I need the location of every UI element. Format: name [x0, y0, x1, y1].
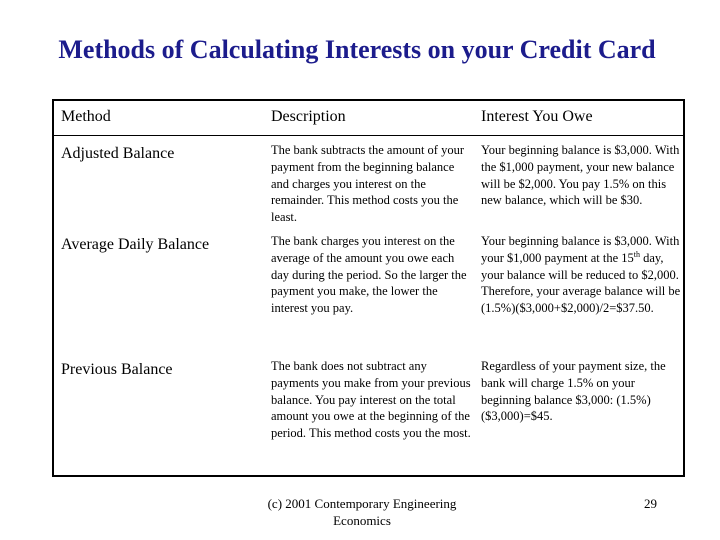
description-previous-balance: The bank does not subtract any payments you make from your previous balance. You pay interest on the total amount you owe at the beginning of the period. This method costs you the most. — [271, 359, 471, 441]
interest-previous-balance: Regardless of your payment size, the bank will charge 1.5% on your beginning balance $3,000: (1.5%)($3,000)=$45. — [481, 359, 666, 424]
interest-average-daily-part-1: Your beginning balance is $3,000. With your $1,000 payment at the 15 — [481, 234, 680, 265]
interest-methods-table — [52, 99, 685, 477]
footer-copyright: (c) 2001 Contemporary Engineering Economics — [267, 496, 457, 528]
page-number: 29 — [644, 496, 657, 511]
column-header-method: Method — [61, 108, 111, 125]
interest-adjusted-balance: Your beginning balance is $3,000. With the $1,000 payment, your new balance will be $2,000. You pay 1.5% on this new balance, which will be $30. — [481, 143, 680, 208]
ordinal-suffix: th — [633, 249, 640, 259]
column-header-description: Description — [271, 108, 346, 125]
interest-average-daily-part-2: day, your balance will be reduced to $2,000. Therefore, your average balance will be (1.5%)($3,000+$2,000)/2=$37.50. — [481, 250, 681, 316]
description-average-daily-balance: The bank charges you interest on the average of the amount you owe each day during the period. So the larger the payment you make, the lower the interest you pay. — [271, 234, 467, 316]
header-divider — [54, 135, 683, 136]
description-adjusted-balance: The bank subtracts the amount of your payment from the beginning balance and charges you interest on the remainder. This method costs you the least. — [271, 143, 465, 225]
interest-average-daily-balance — [481, 233, 681, 317]
method-average-daily-balance: Average Daily Balance — [61, 236, 210, 253]
slide-title: Methods of Calculating Interests on your Credit Card — [58, 35, 656, 64]
method-previous-balance: Previous Balance — [61, 361, 173, 378]
method-adjusted-balance: Adjusted Balance — [61, 145, 175, 162]
column-header-interest: Interest You Owe — [481, 108, 593, 125]
